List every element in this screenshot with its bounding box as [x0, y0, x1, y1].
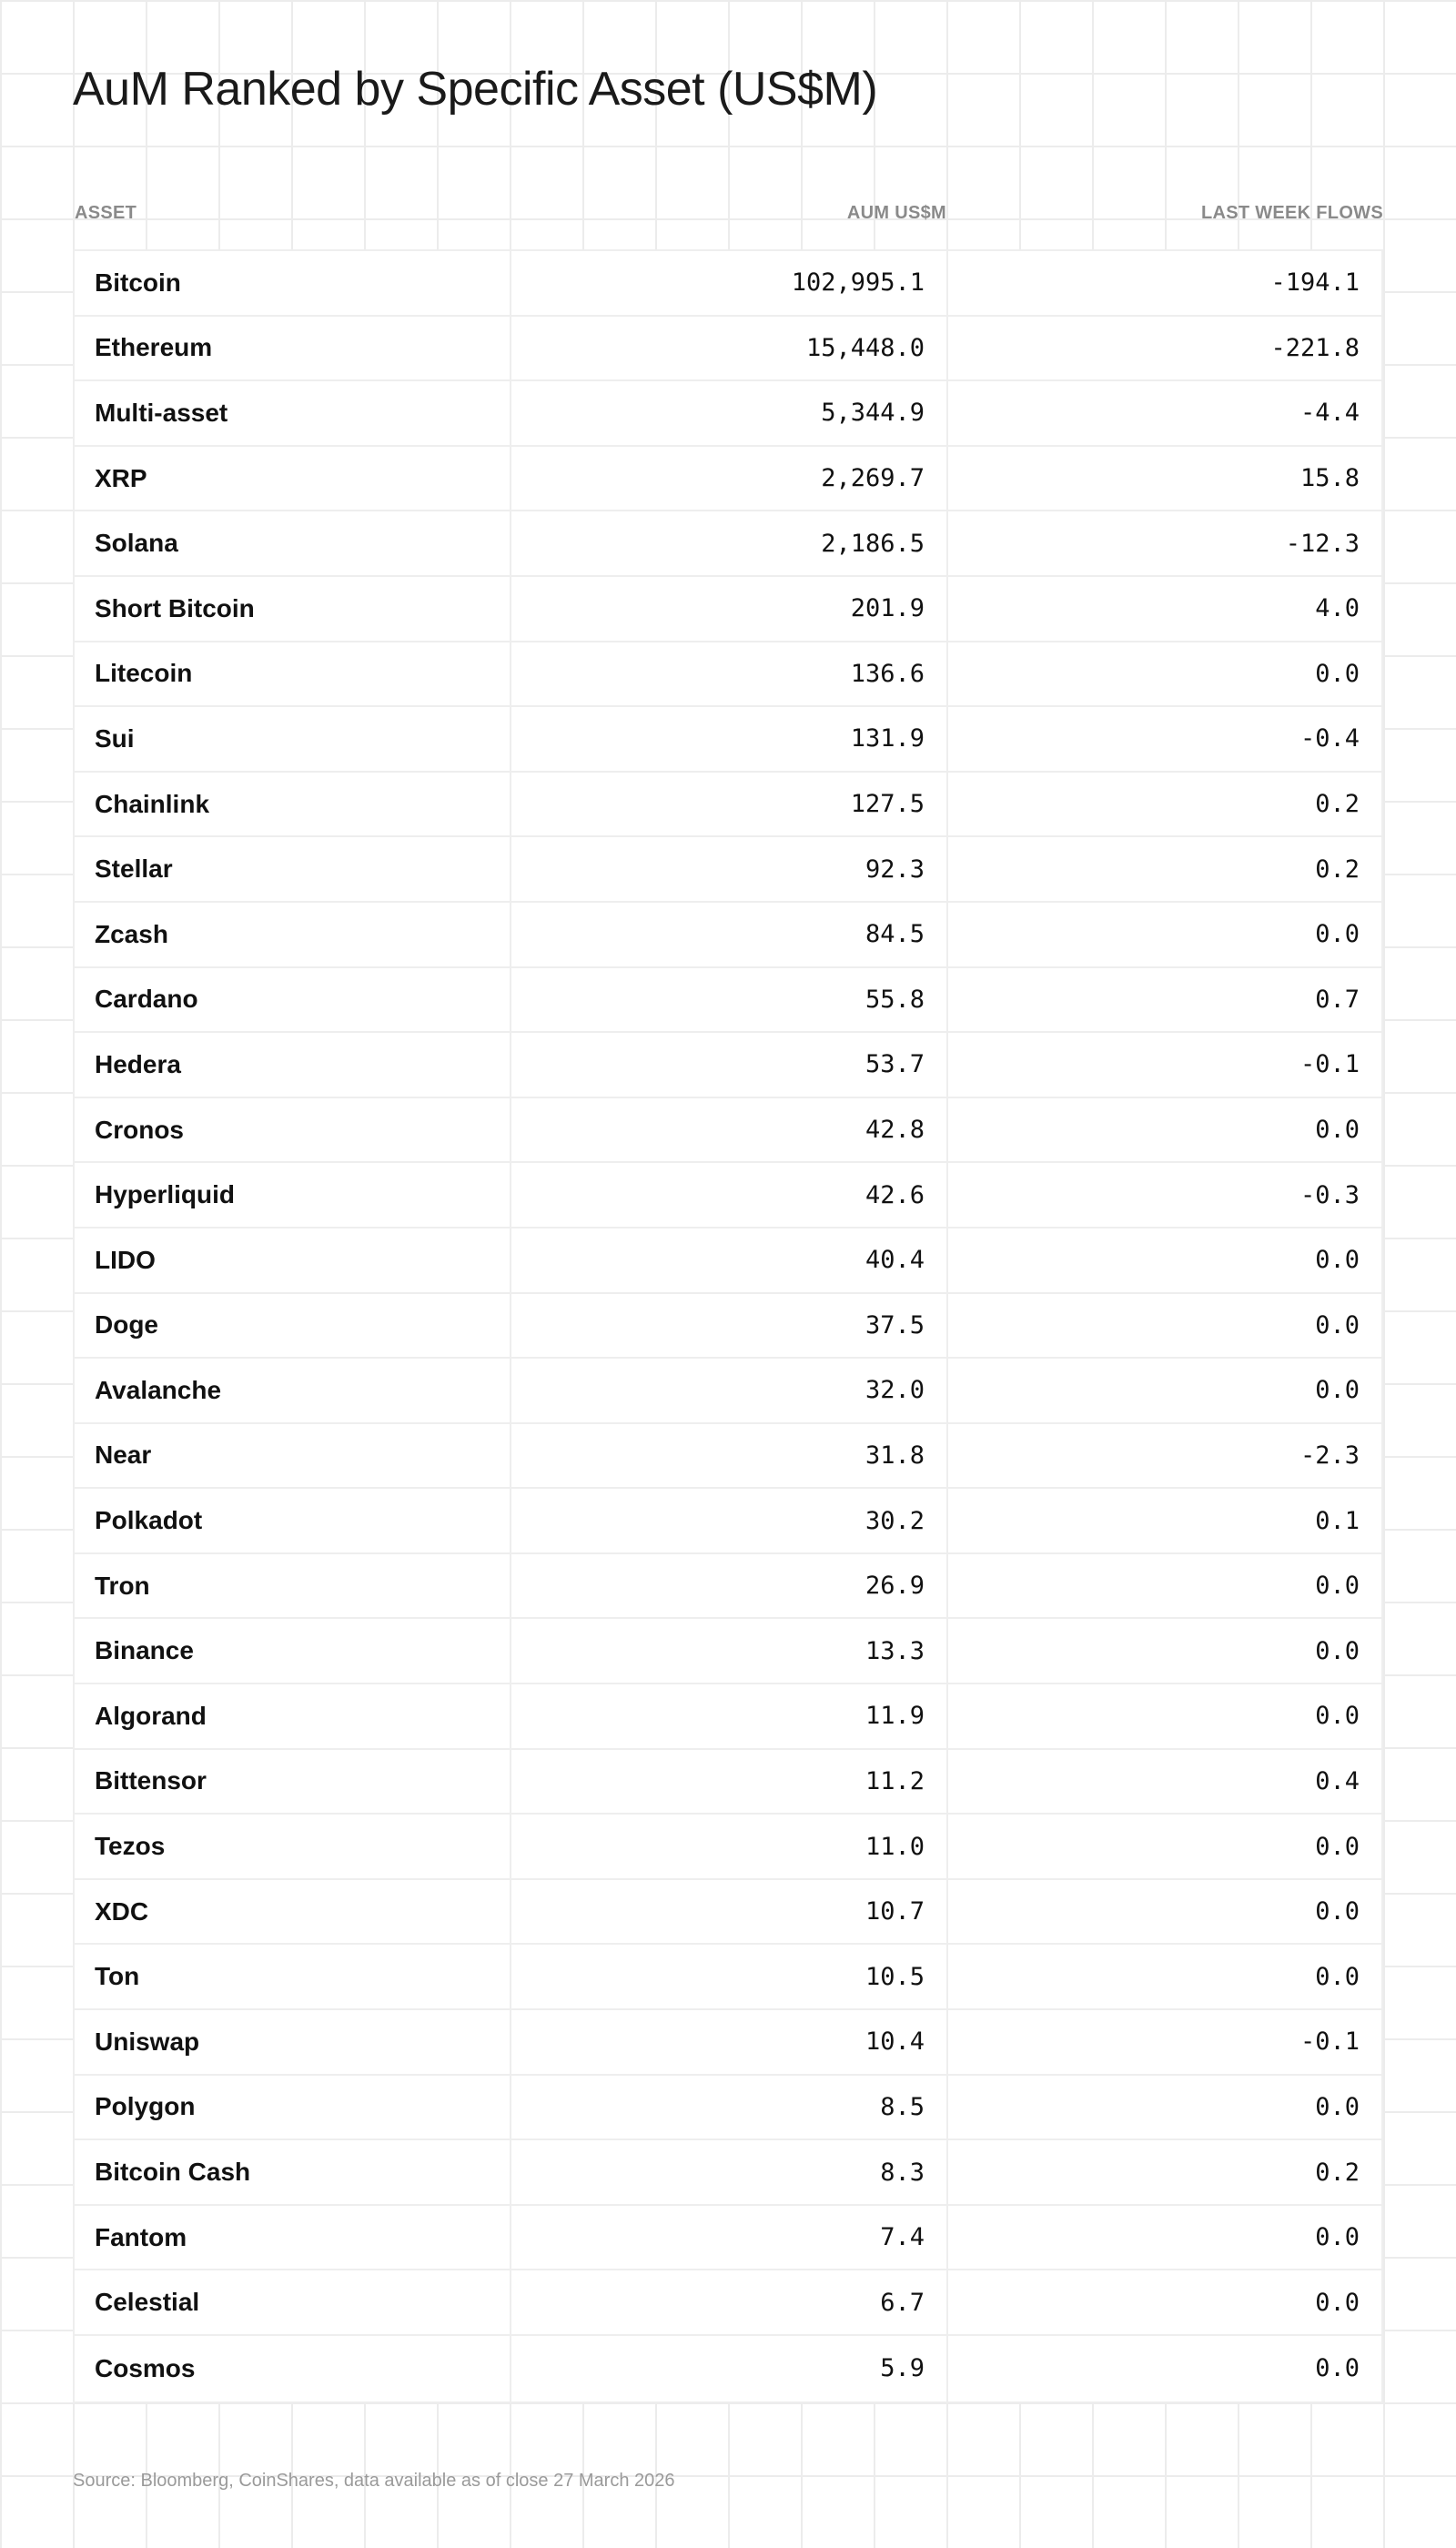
asset-name-cell: Solana	[75, 511, 511, 575]
table-row	[75, 2140, 1381, 2206]
aum-value-cell: 13.3	[511, 1619, 948, 1683]
table-row	[75, 2336, 1381, 2401]
column-header-flows: LAST WEEK FLOWS	[1200, 203, 1383, 223]
asset-name-cell: Multi-asset	[75, 381, 511, 445]
table-row	[75, 511, 1381, 577]
source-note: Source: Bloomberg, CoinShares, data available as of close 27 March 2026	[73, 2471, 675, 2491]
table-row	[75, 1945, 1381, 2010]
aum-value-cell: 53.7	[511, 1033, 948, 1097]
table-row	[75, 1098, 1381, 1164]
flows-value-cell: -2.3	[1299, 1441, 1360, 1470]
aum-value-cell: 2,269.7	[511, 447, 948, 511]
table-row	[75, 317, 1381, 382]
asset-name-cell: Bitcoin	[75, 251, 511, 315]
table-row	[75, 577, 1381, 642]
asset-name-cell: Cardano	[75, 968, 511, 1032]
asset-name-cell: Hyperliquid	[75, 1163, 511, 1227]
aum-value-cell: 136.6	[511, 642, 948, 706]
asset-name-cell: Doge	[75, 1294, 511, 1358]
table-row	[75, 773, 1381, 838]
asset-name-cell: Ethereum	[75, 317, 511, 380]
flows-value-cell: 4.0	[1315, 594, 1360, 623]
aum-value-cell: 2,186.5	[511, 511, 948, 575]
aum-value-cell: 8.5	[511, 2076, 948, 2139]
table-row	[75, 1359, 1381, 1424]
aum-value-cell: 40.4	[511, 1228, 948, 1292]
aum-value-cell: 42.8	[511, 1098, 948, 1162]
asset-name-cell: Sui	[75, 707, 511, 771]
asset-name-cell: XDC	[75, 1880, 511, 1944]
table-row	[75, 2010, 1381, 2076]
flows-value-cell: 0.0	[1315, 1116, 1360, 1145]
flows-value-cell: 0.2	[1315, 790, 1360, 819]
column-header-aum: AUM US$M	[846, 203, 946, 223]
page-title: AuM Ranked by Specific Asset (US$M)	[73, 63, 878, 116]
asset-name-cell: Ton	[75, 1945, 511, 2008]
table-row	[75, 1619, 1381, 1684]
table-row	[75, 642, 1381, 708]
flows-value-cell: -194.1	[1270, 268, 1360, 298]
asset-name-cell: Fantom	[75, 2206, 511, 2270]
asset-name-cell: Polkadot	[75, 1489, 511, 1552]
flows-value-cell: 0.0	[1315, 1636, 1360, 1665]
aum-value-cell: 5,344.9	[511, 381, 948, 445]
asset-name-cell: Chainlink	[75, 773, 511, 836]
flows-value-cell: 0.0	[1315, 1310, 1360, 1340]
table-row	[75, 1424, 1381, 1490]
aum-value-cell: 84.5	[511, 903, 948, 966]
flows-value-cell: -12.3	[1285, 529, 1360, 558]
table-row	[75, 1554, 1381, 1620]
flows-value-cell: -221.8	[1270, 333, 1360, 362]
aum-value-cell: 10.5	[511, 1945, 948, 2008]
flows-value-cell: 0.0	[1315, 1897, 1360, 1926]
table-row	[75, 2206, 1381, 2271]
asset-name-cell: Short Bitcoin	[75, 577, 511, 641]
aum-value-cell: 42.6	[511, 1163, 948, 1227]
asset-name-cell: LIDO	[75, 1228, 511, 1292]
aum-value-cell: 6.7	[511, 2270, 948, 2334]
aum-value-cell: 15,448.0	[511, 317, 948, 380]
flows-value-cell: -0.1	[1299, 1050, 1360, 1079]
asset-name-cell: Hedera	[75, 1033, 511, 1097]
asset-name-cell: Cronos	[75, 1098, 511, 1162]
flows-value-cell: 0.0	[1315, 920, 1360, 949]
column-header-asset: ASSET	[75, 203, 137, 223]
aum-value-cell: 5.9	[511, 2336, 948, 2401]
asset-name-cell: Tron	[75, 1554, 511, 1618]
asset-name-cell: Litecoin	[75, 642, 511, 706]
aum-value-cell: 30.2	[511, 1489, 948, 1552]
table-row	[75, 1228, 1381, 1294]
flows-value-cell: 0.0	[1315, 2223, 1360, 2252]
table-row	[75, 1815, 1381, 1880]
table-row	[75, 1163, 1381, 1228]
flows-value-cell: 0.0	[1315, 1702, 1360, 1731]
aum-value-cell: 31.8	[511, 1424, 948, 1488]
flows-value-cell: 0.2	[1315, 854, 1360, 884]
aum-value-cell: 11.2	[511, 1750, 948, 1814]
asset-name-cell: Binance	[75, 1619, 511, 1683]
asset-name-cell: Polygon	[75, 2076, 511, 2139]
asset-name-cell: Tezos	[75, 1815, 511, 1878]
table-row	[75, 968, 1381, 1034]
flows-value-cell: 0.1	[1315, 1506, 1360, 1535]
table-row	[75, 1033, 1381, 1098]
table-row	[75, 381, 1381, 447]
aum-value-cell: 8.3	[511, 2140, 948, 2204]
table-row	[75, 1880, 1381, 1946]
asset-name-cell: Cosmos	[75, 2336, 511, 2401]
flows-value-cell: -4.4	[1299, 399, 1360, 428]
flows-value-cell: 0.0	[1315, 1572, 1360, 1601]
table-row	[75, 1489, 1381, 1554]
table-row	[75, 1294, 1381, 1360]
aum-value-cell: 7.4	[511, 2206, 948, 2270]
asset-name-cell: Uniswap	[75, 2010, 511, 2074]
table-row	[75, 903, 1381, 968]
flows-value-cell: 0.0	[1315, 2092, 1360, 2121]
asset-name-cell: Algorand	[75, 1684, 511, 1748]
flows-value-cell: 0.0	[1315, 1376, 1360, 1405]
table-row	[75, 251, 1381, 317]
aum-value-cell: 11.9	[511, 1684, 948, 1748]
asset-name-cell: Celestial	[75, 2270, 511, 2334]
asset-name-cell: Near	[75, 1424, 511, 1488]
asset-name-cell: Bittensor	[75, 1750, 511, 1814]
flows-value-cell: 15.8	[1299, 464, 1360, 493]
asset-name-cell: Bitcoin Cash	[75, 2140, 511, 2204]
table-row	[75, 2076, 1381, 2141]
flows-value-cell: 0.0	[1315, 1832, 1360, 1861]
aum-value-cell: 32.0	[511, 1359, 948, 1422]
aum-value-cell: 26.9	[511, 1554, 948, 1618]
aum-value-cell: 10.4	[511, 2010, 948, 2074]
table-row	[75, 837, 1381, 903]
flows-value-cell: -0.3	[1299, 1180, 1360, 1209]
table-row	[75, 1750, 1381, 1815]
asset-name-cell: Zcash	[75, 903, 511, 966]
flows-value-cell: 0.0	[1315, 1962, 1360, 1991]
table-row	[75, 2270, 1381, 2336]
asset-name-cell: Stellar	[75, 837, 511, 901]
flows-value-cell: -0.4	[1299, 724, 1360, 753]
aum-value-cell: 201.9	[511, 577, 948, 641]
flows-value-cell: 0.0	[1315, 2288, 1360, 2317]
table-row	[75, 707, 1381, 773]
table-row	[75, 447, 1381, 512]
aum-value-cell: 37.5	[511, 1294, 948, 1358]
flows-value-cell: 0.0	[1315, 1246, 1360, 1275]
aum-value-cell: 11.0	[511, 1815, 948, 1878]
aum-table	[73, 249, 1383, 2403]
flows-value-cell: 0.0	[1315, 2354, 1360, 2383]
flows-value-cell: 0.7	[1315, 985, 1360, 1014]
aum-value-cell: 92.3	[511, 837, 948, 901]
flows-value-cell: 0.4	[1315, 1766, 1360, 1795]
flows-value-cell: 0.2	[1315, 2158, 1360, 2187]
asset-name-cell: Avalanche	[75, 1359, 511, 1422]
aum-value-cell: 131.9	[511, 707, 948, 771]
flows-value-cell: 0.0	[1315, 659, 1360, 688]
flows-value-cell: -0.1	[1299, 2027, 1360, 2057]
aum-value-cell: 127.5	[511, 773, 948, 836]
aum-value-cell: 102,995.1	[511, 251, 948, 315]
table-row	[75, 1684, 1381, 1750]
asset-name-cell: XRP	[75, 447, 511, 511]
aum-value-cell: 55.8	[511, 968, 948, 1032]
aum-value-cell: 10.7	[511, 1880, 948, 1944]
